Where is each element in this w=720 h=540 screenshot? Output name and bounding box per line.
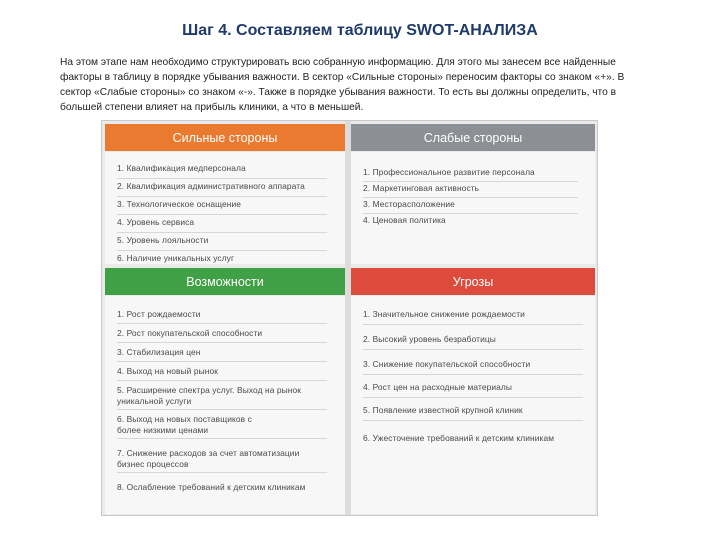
strengths-panel [105, 152, 345, 264]
intro-line: факторы в таблицу в порядке убывания важности. В сектор «Сильные стороны» переносим факторы со знаком «+». В [60, 72, 625, 83]
opportunity-item: 1. Рост рождаемости [117, 309, 201, 319]
weakness-item: 1. Профессиональное развитие персонала [363, 167, 535, 177]
strength-item: 4. Уровень сервиса [117, 217, 195, 227]
weaknesses-panel [351, 152, 595, 264]
intro-line: большей степени влияет на прибыль клиники, а что в меньшей. [60, 102, 364, 113]
weaknesses-header: Слабые стороны [351, 124, 595, 151]
opportunity-item: 4. Выход на новый рынок [117, 366, 218, 376]
threat-item: 6. Ужесточение требований к детским клиникам [363, 433, 555, 443]
strength-item: 3. Технологическое оснащение [117, 199, 242, 209]
opportunities-panel [105, 296, 345, 514]
intro-paragraph [60, 55, 685, 115]
threat-item: 3. Снижение покупательской способности [363, 359, 531, 369]
strength-item: 5. Уровень лояльности [117, 235, 209, 245]
threat-item: 1. Значительное снижение рождаемости [363, 309, 525, 319]
threat-item: 4. Рост цен на расходные материалы [363, 382, 512, 392]
opportunity-item: 5. Расширение спектра услуг. Выход на рынок уникальной услуги [117, 385, 302, 406]
opportunity-item: 3. Стабилизация цен [117, 347, 201, 357]
weakness-item: 2. Маркетинговая активность [363, 183, 480, 193]
strengths-header: Сильные стороны [105, 124, 345, 151]
swot-table [101, 120, 598, 516]
opportunity-item: 7. Снижение расходов за счет автоматизации бизнес процессов [117, 448, 300, 469]
threat-item: 5. Появление известной крупной клиник [363, 405, 523, 415]
weakness-item: 4. Ценовая политика [363, 215, 446, 225]
threats-panel [351, 296, 595, 514]
threats-header: Угрозы [351, 268, 595, 295]
strength-item: 1. Квалификация медперсонала [117, 163, 246, 173]
intro-line: сектор «Слабые стороны» со знаком «-». Также в порядке убывания важности. То есть вы должны определить, что в [60, 87, 616, 98]
strength-item: 2. Квалификация административного аппарата [117, 181, 305, 191]
opportunity-item: 2. Рост покупательской способности [117, 328, 263, 338]
strength-item: 6. Наличие уникальных услуг [117, 253, 235, 263]
opportunities-header: Возможности [105, 268, 345, 295]
weakness-item: 3. Месторасположение [363, 199, 455, 209]
page-title: Шаг 4. Составляем таблицу SWOT-АНАЛИЗА [182, 22, 538, 39]
intro-line: На этом этапе нам необходимо структурировать всю собранную информацию. Для этого мы занесем все найденные [60, 57, 616, 68]
opportunity-item: 6. Выход на новых поставщиков с более низкими ценами [117, 414, 252, 435]
threat-item: 2. Высокий уровень безработицы [363, 334, 496, 344]
opportunity-item: 8. Ослабление требований к детским клиникам [117, 482, 306, 492]
